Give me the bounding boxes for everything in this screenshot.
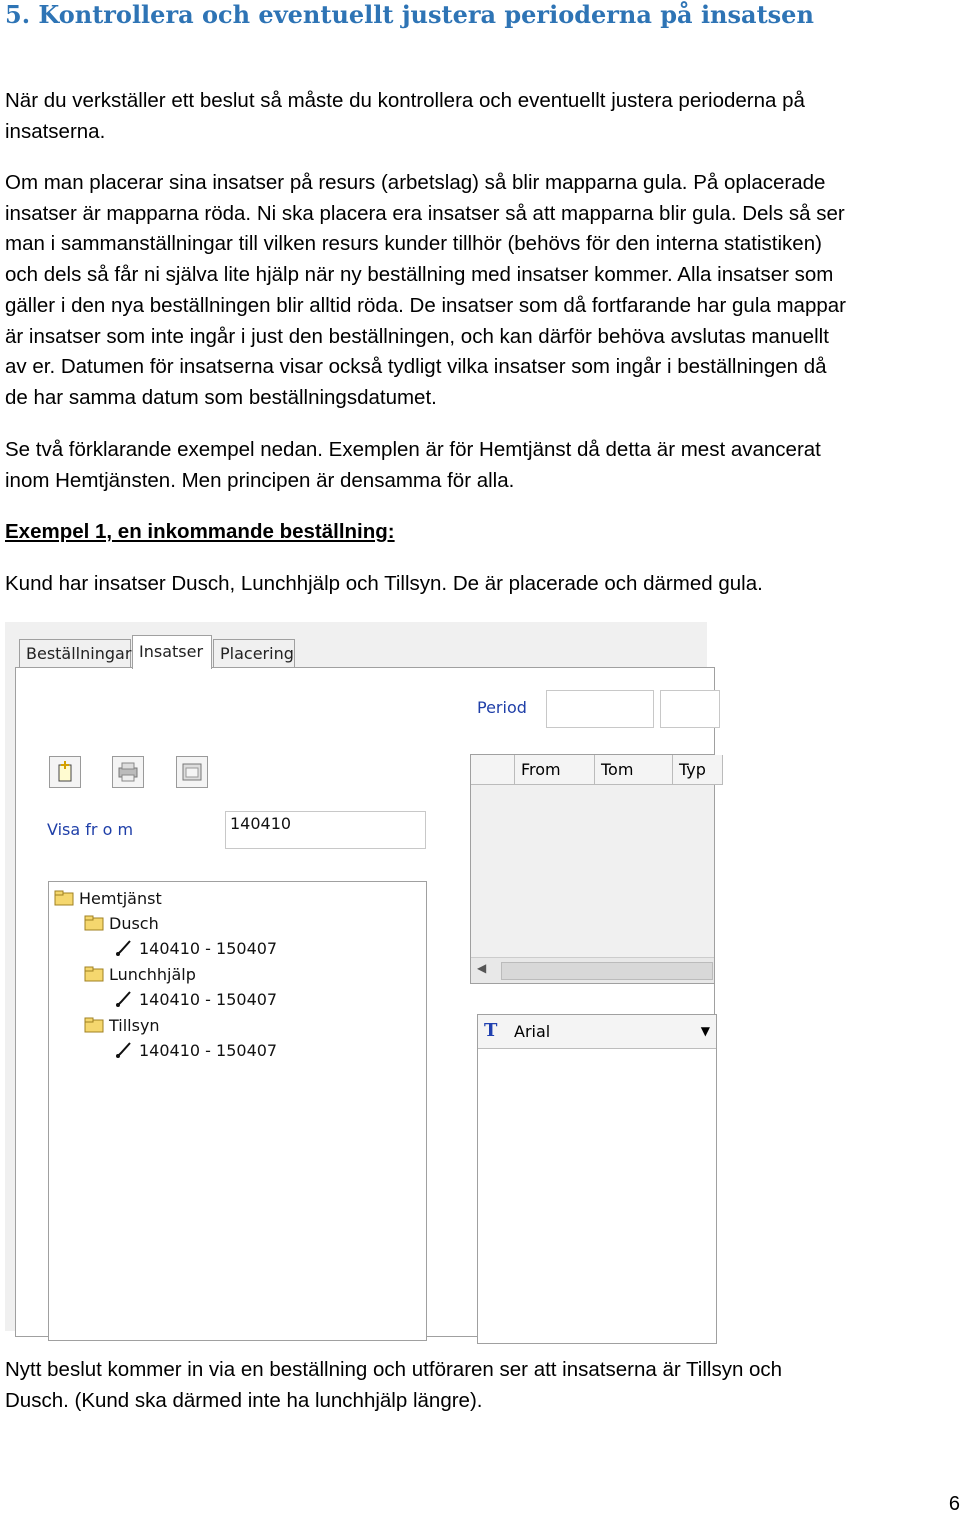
tree-label: Lunchhjälp	[109, 964, 196, 984]
tab-placering[interactable]: Placering	[213, 639, 295, 667]
visa-from-value: 140410	[230, 814, 292, 833]
window-icon	[180, 761, 204, 783]
paragraph-folders	[5, 168, 960, 414]
print-button[interactable]	[112, 756, 144, 788]
horizontal-scrollbar[interactable]	[471, 957, 714, 983]
minus-folder-icon	[53, 889, 75, 907]
tab-insatser[interactable]: Insatser	[132, 635, 212, 669]
text-line: insatser är mapparna röda. Ni ska placera era insatser så att mapparna blir gula. Dels så ser	[5, 201, 845, 225]
tree-label: Hemtjänst	[79, 888, 162, 908]
tree-label: Dusch	[109, 913, 159, 933]
insats-grid	[470, 754, 715, 984]
visa-from-input[interactable]	[225, 811, 426, 849]
period-label: Period	[477, 698, 527, 717]
text-line: Om man placerar sina insatser på resurs (arbetslag) så blir mapparna gula. På oplacerade	[5, 171, 826, 194]
scroll-thumb[interactable]	[501, 962, 713, 980]
paragraph-customer	[5, 569, 960, 600]
app-screenshot	[5, 622, 710, 1331]
font-icon: T	[484, 1020, 498, 1041]
chevron-down-icon[interactable]: ▼	[700, 1024, 710, 1038]
text-line: Kund har insatser Dusch, Lunchhjälp och Tillsyn. De är placerade och därmed gula.	[5, 572, 763, 595]
tree-node-lunchhjalp[interactable]	[83, 962, 196, 986]
text-line: av er. Datumen för insatserna visar också tydligt vilka insatser som ingår i beställningen då	[5, 355, 827, 379]
printer-icon	[116, 761, 140, 783]
paragraph-new-decision	[5, 1355, 960, 1416]
text-line: Nytt beslut kommer in via en beställning och utföraren ser att insatserna är Tillsyn och	[5, 1358, 783, 1381]
period-to-input[interactable]	[660, 690, 720, 728]
pen-icon	[113, 1041, 135, 1059]
tree-node-dusch[interactable]	[83, 911, 159, 935]
tree-node-tillsyn[interactable]	[83, 1013, 160, 1037]
text-line: gäller i den nya beställningen blir alltid röda. De insatser som då fortfarande har gula mappar	[5, 293, 846, 317]
window-button[interactable]	[176, 756, 208, 788]
folder-icon	[83, 914, 105, 932]
page-number: 6	[948, 1493, 960, 1515]
text-line: man i sammanställningar till vilken resurs kunder tillhör (behövs för den interna statistiken)	[5, 232, 822, 256]
pen-icon	[113, 939, 135, 957]
text-line: Se två förklarande exempel nedan. Exemplen är för Hemtjänst då detta är mest avancerat	[5, 438, 821, 461]
font-toolbar	[478, 1015, 716, 1049]
grid-corner	[471, 755, 515, 785]
grid-header-typ[interactable]: Typ	[673, 755, 723, 785]
text-line: är insatser som inte ingår i just den beställningen, och kan därför behöva avslutas manuellt	[5, 324, 829, 348]
section-heading: 5. Kontrollera och eventuellt justera perioderna på insatsen	[5, 0, 814, 29]
tree-node-period[interactable]	[113, 1038, 277, 1062]
tree-label: Tillsyn	[109, 1015, 160, 1035]
text-line: och dels så får ni själva lite hjälp när ny beställning med insatser kommer. Alla insatser som	[5, 263, 834, 287]
folder-icon	[83, 965, 105, 983]
tree-label: 140410 - 150407	[139, 938, 278, 958]
visa-from-label: Visa fr o m	[47, 820, 134, 839]
tree-label: 140410 - 150407	[139, 1040, 278, 1060]
paragraph-examples	[5, 435, 960, 496]
tree-node-period[interactable]	[113, 987, 277, 1011]
new-document-icon	[54, 760, 76, 784]
tree-node-period[interactable]	[113, 936, 277, 960]
example-heading	[5, 517, 960, 548]
tree-node-hemtjanst[interactable]	[53, 886, 162, 910]
text-line: insatserna.	[5, 119, 106, 143]
grid-header-tom[interactable]: Tom	[595, 755, 673, 785]
paragraph-intro	[5, 86, 960, 147]
text-line: Dusch. (Kund ska därmed inte ha lunchhjälp längre).	[5, 1388, 483, 1412]
scroll-left-icon[interactable]: ◀	[477, 961, 487, 975]
text-line: inom Hemtjänsten. Men principen är densamma för alla.	[5, 468, 515, 492]
text-line: När du verkställer ett beslut så måste du kontrollera och eventuellt justera perioderna på	[5, 89, 805, 112]
tab-bestallningar[interactable]: Beställningar	[19, 639, 131, 667]
new-insats-button[interactable]	[49, 756, 81, 788]
font-select[interactable]: Arial	[514, 1022, 551, 1041]
insats-tree	[48, 881, 427, 1341]
text-line: de har samma datum som beställningsdatumet.	[5, 385, 437, 409]
example-heading-text: Exempel 1, en inkommande beställning:	[5, 520, 395, 543]
tree-label: 140410 - 150407	[139, 989, 278, 1009]
pen-icon	[113, 990, 135, 1008]
folder-icon	[83, 1016, 105, 1034]
text-editor[interactable]	[477, 1014, 717, 1344]
period-from-input[interactable]	[546, 690, 654, 728]
grid-header-from[interactable]: From	[515, 755, 595, 785]
